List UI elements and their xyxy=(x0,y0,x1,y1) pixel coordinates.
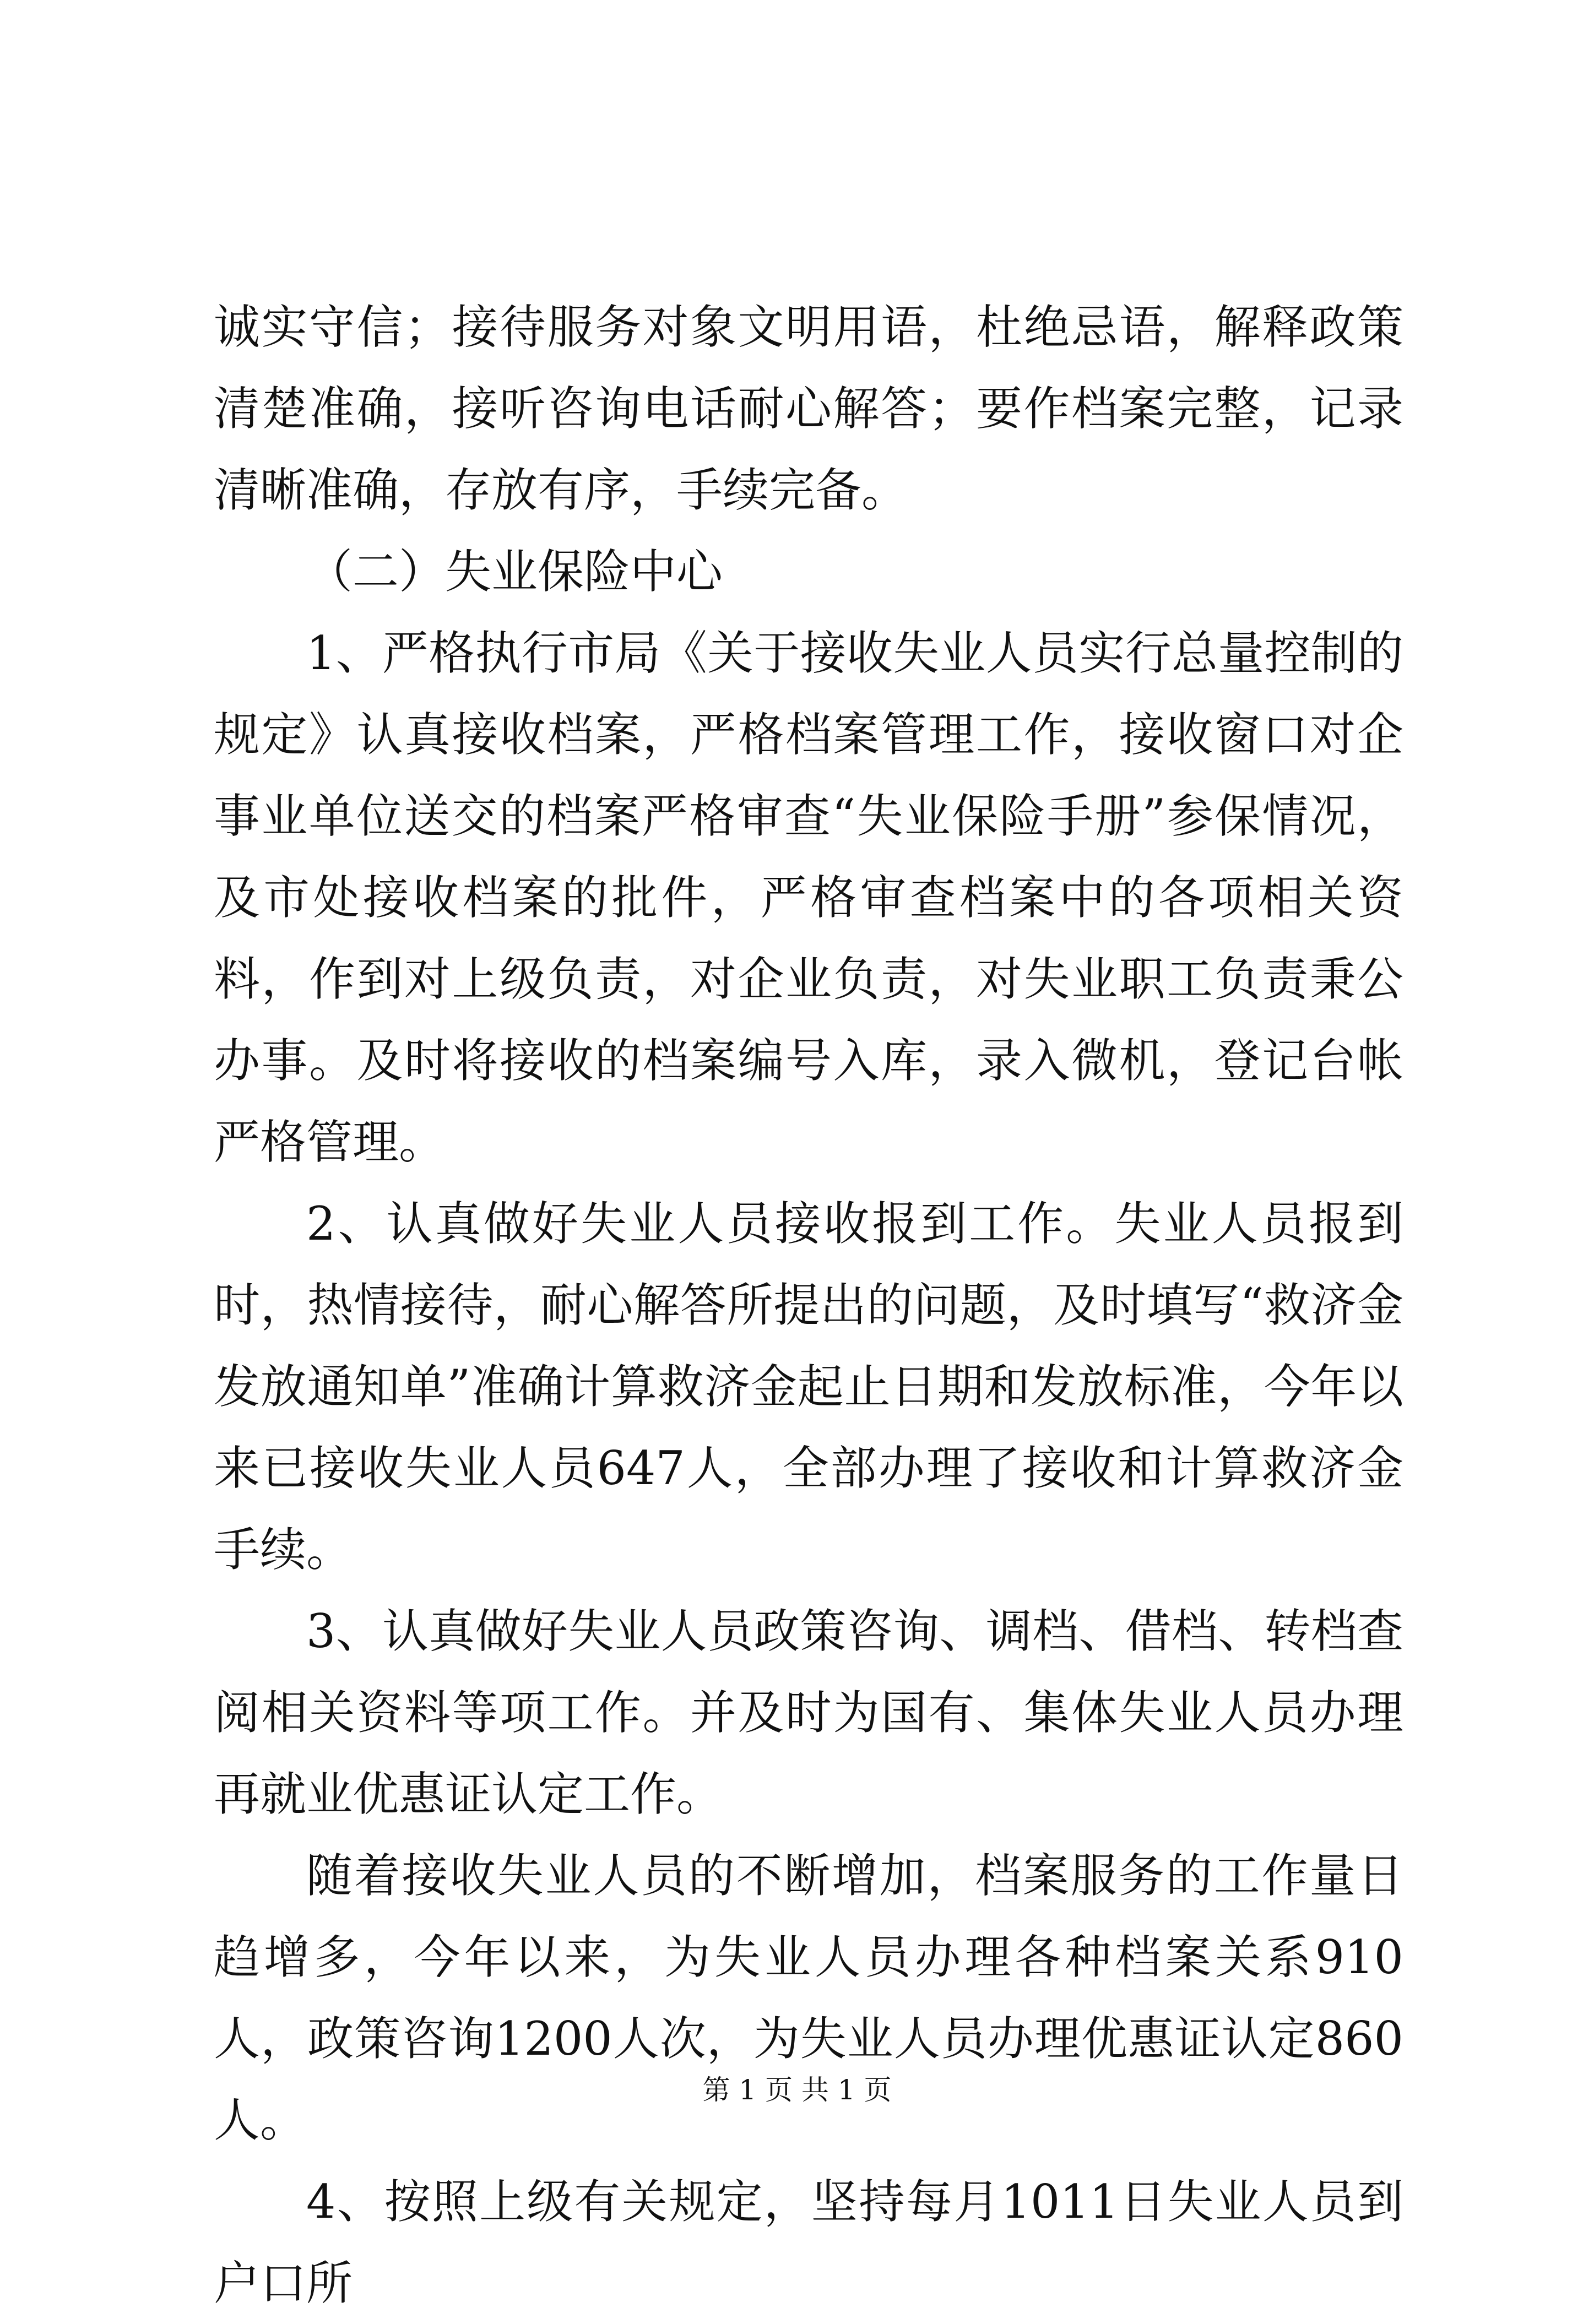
paragraph-summary: 随着接收失业人员的不断增加，档案服务的工作量日趋增多，今年以来，为失业人员办理各种档案关系910人，政策咨询1200人次，为失业人员办理优惠证认定860人。 xyxy=(214,1849,1403,2147)
paragraph-item-1: 1、严格执行市局《关于接收失业人员实行总量控制的规定》认真接收档案，严格档案管理工作，接收窗口对企事业单位送交的档案严格审查“失业保险手册”参保情况，及市处接收档案的批件，严格审查档案中的各项相关资料，作到对上级负责，对企业负责，对失业职工负责秉公办事。及时将接收的档案编号入库，录入微机，登记台帐严格管理。 xyxy=(214,626,1403,1169)
document-body xyxy=(214,286,1403,2324)
paragraph-item-2: 2、认真做好失业人员接收报到工作。失业人员报到时，热情接待，耐心解答所提出的问题，及时填写“救济金发放通知单”准确计算救济金起止日期和发放标准，今年以来已接收失业人员647人，全部办理了接收和计算救济金手续。 xyxy=(214,1197,1403,1577)
paragraph-item-4: 4、按照上级有关规定，坚持每月1011日失业人员到户口所 xyxy=(214,2175,1403,2310)
page-number-footer: 第 1 页 共 1 页 xyxy=(702,2074,892,2106)
paragraph-item-3: 3、认真做好失业人员政策咨询、调档、借档、转档查阅相关资料等项工作。并及时为国有、集体失业人员办理再就业优惠证认定工作。 xyxy=(214,1604,1403,1821)
section-heading: （二）失业保险中心 xyxy=(306,545,723,599)
paragraph-1: 诚实守信；接待服务对象文明用语，杜绝忌语，解释政策清楚准确，接听咨询电话耐心解答；要作档案完整，记录清晰准确，存放有序，手续完备。 xyxy=(214,300,1403,517)
